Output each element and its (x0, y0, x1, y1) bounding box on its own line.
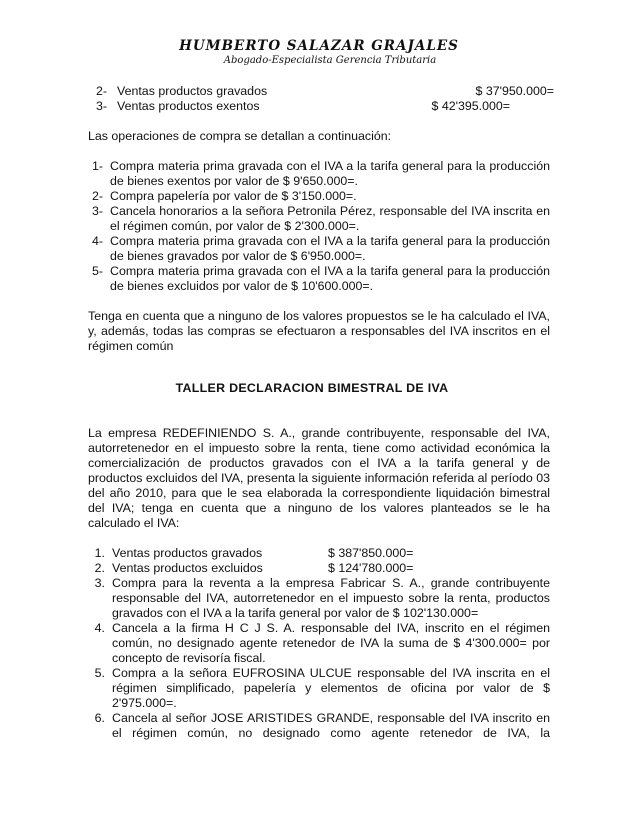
list-item: 2- Compra papelería por valor de $ 3'150.000=. (91, 189, 357, 203)
list-item: 5- Compra materia prima gravada con el IVA a la tarifa general para la producción de bienes excluidos por valor de $ 10'600.000=. (91, 264, 550, 293)
list-item: 3- Ventas productos exentos $ 42'395.000= (96, 99, 510, 113)
purchases-list (86, 159, 550, 294)
list-item: 5. Compra a la señora EUFROSINA ULCUE responsable del IVA inscrita en el régimen simplificado, papelería y elementos de oficina por valor de $ 2'975.000=. (94, 666, 550, 710)
list-item: 1. Ventas productos gravados $ 387'850.000= (94, 546, 414, 560)
list-item: 3- Cancela honorarios a la señora Petronila Pérez, responsable del IVA inscrita en el régimen común, por valor de $ 2'300.000=. (91, 204, 550, 233)
workshop-intro: La empresa REDEFINIENDO S. A., grande contribuyente, responsable del IVA, autorretenedor en el impuesto sobre la renta, tiene como actividad económica la comercialización de productos gravados con el IVA a la tarifa general y de productos excluidos del IVA, presenta la siguiente información referida al período 03 del año 2010, para que le sea elaborada la correspondiente liquidación bimestral del IVA; tenga en cuenta que a ninguno de los valores planteados se le ha calculado el IVA: (88, 426, 550, 530)
list-item: 3. Compra para la reventa a la empresa Fabricar S. A., grande contribuyente responsable del IVA, autorretenedor en el impuesto sobre la renta, productos gravados con el IVA a la tarifa general por valor de $ 102'130.000= (94, 576, 550, 620)
list-item: 2- Ventas productos gravados $ 37'950.000= (96, 84, 554, 98)
purchases-intro: Las operaciones de compra se detallan a continuación: (88, 129, 392, 143)
list-item: 4- Compra materia prima gravada con el IVA a la tarifa general para la producción de bienes gravados por valor de $ 6'950.000=. (91, 234, 550, 263)
workshop-title: TALLER DECLARACION BIMESTRAL DE IVA (175, 381, 449, 395)
author-name: HUMBERTO SALAZAR GRAJALES (179, 38, 459, 54)
note-paragraph: Tenga en cuenta que a ninguno de los valores propuestos se le ha calculado el IVA, y, además, todas las compras se efectuaron a responsables del IVA inscritos en el régimen común (88, 309, 550, 353)
document-body (88, 84, 554, 741)
list-item: 1- Compra materia prima gravada con el IVA a la tarifa general para la producción de bienes exentos por valor de $ 9'650.000=. (91, 159, 550, 188)
list-item: 4. Cancela a la firma H C J S. A. responsable del IVA, inscrito en el régimen común, no designado agente retenedor de IVA la suma de $ 4'300.000= por concepto de revisoría fiscal. (94, 621, 550, 665)
workshop-list (88, 546, 550, 741)
list-item: 2. Ventas productos excluidos $ 124'780.000= (94, 561, 414, 575)
document-header (0, 38, 638, 68)
sales-list (88, 84, 554, 114)
author-subtitle: Abogado-Especialista Gerencia Tributaria (223, 55, 437, 66)
list-item: 6. Cancela al señor JOSE ARISTIDES GRANDE, responsable del IVA inscrito en el régimen común, no designado como agente retenedor de IVA, la (94, 711, 550, 740)
